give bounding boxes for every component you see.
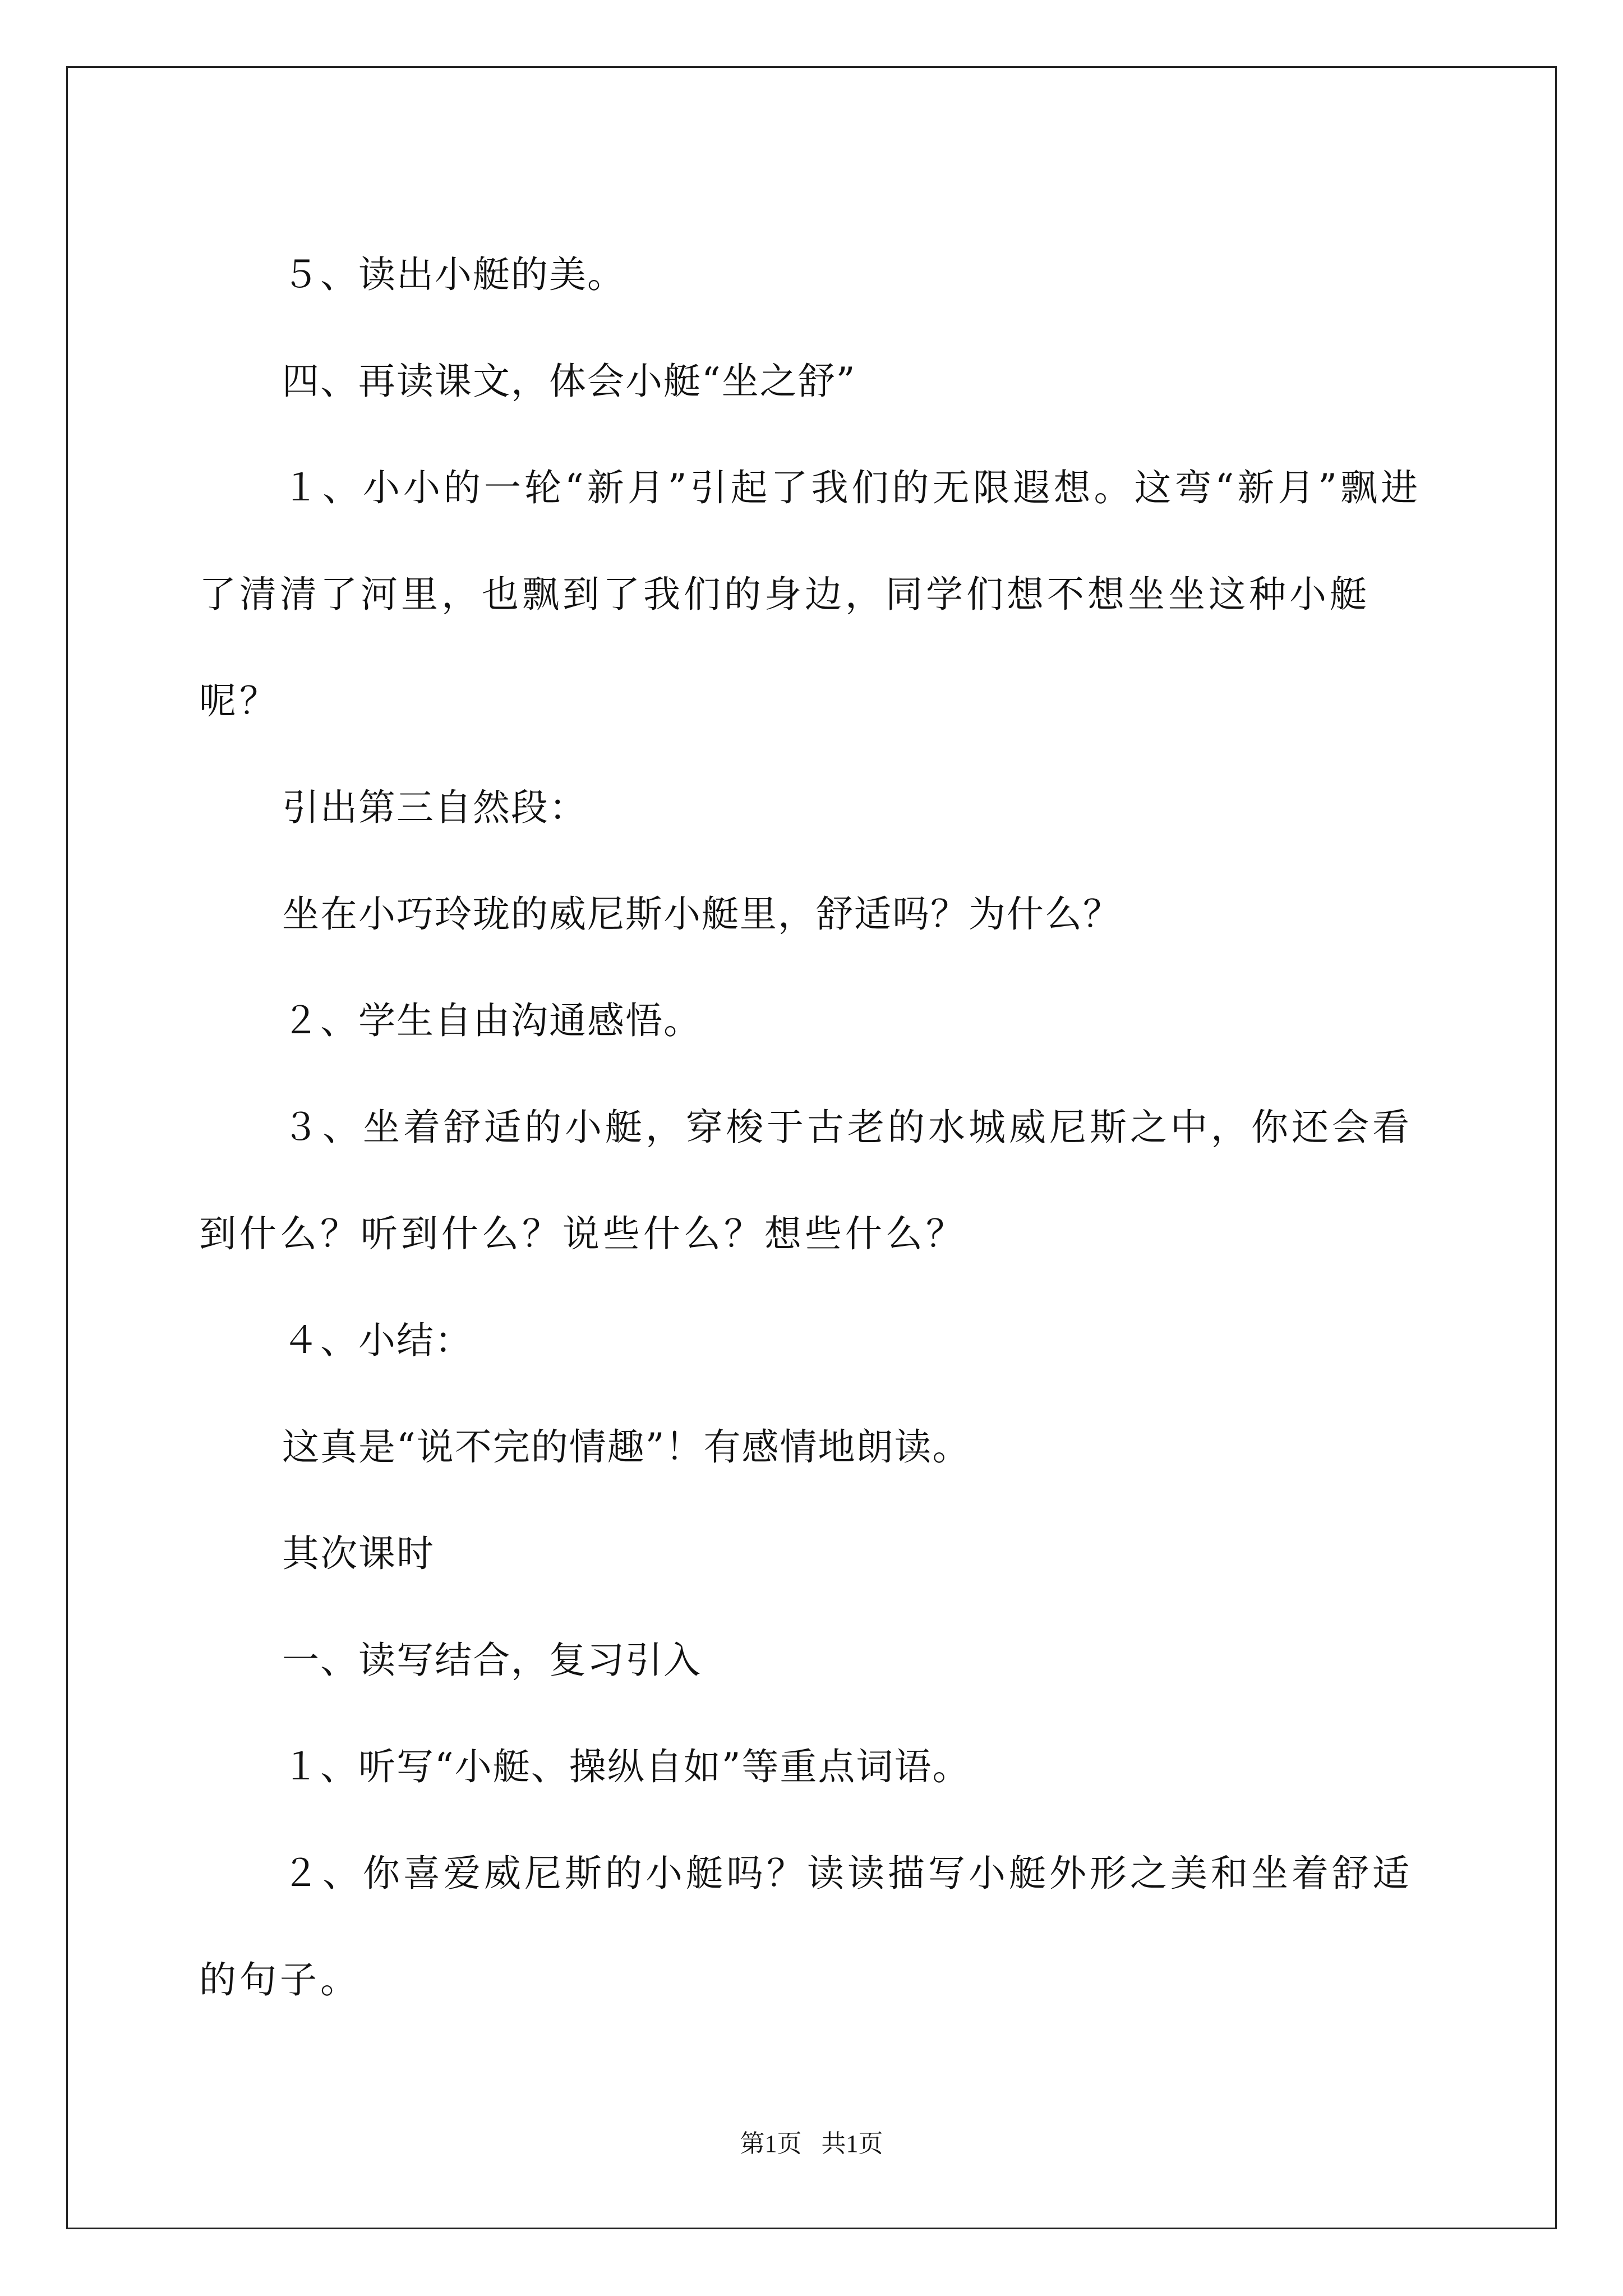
paragraph-5: 坐在小巧玲珑的威尼斯小艇里，舒适吗？为什么？ [282, 892, 1121, 936]
paragraph-2: 四、再读课文，体会小艇“坐之舒” [282, 360, 856, 403]
paragraph-6: ２、学生自由沟通感悟。 [282, 999, 702, 1042]
total-pages-label: 共1页 [821, 2130, 883, 2157]
page-footer [0, 2123, 1623, 2159]
paragraph-3: １、小小的一轮“新月”引起了我们的无限遐想。这弯“新月”飘进了清清了河里，也飘到了我们的身边，同学们想不想坐坐这种小艇呢？ [199, 466, 1421, 723]
paragraph-13: ２、你喜爱威尼斯的小艇吗？读读描写小艇外形之美和坐着舒适的句子。 [199, 1852, 1413, 2001]
document-body [199, 222, 1433, 2033]
paragraph-11: 一、读写结合，复习引入 [282, 1639, 702, 1682]
paragraph-12: １、听写“小艇、操纵自如”等重点词语。 [282, 1745, 971, 1788]
current-page-label: 第1页 [740, 2130, 802, 2157]
paragraph-9: 这真是“说不完的情趣”！有感情地朗读。 [282, 1425, 971, 1469]
paragraph-7: ３、坐着舒适的小艇，穿梭于古老的水城威尼斯之中，你还会看到什么？听到什么？说些什么？想些什么？ [199, 1106, 1413, 1255]
paragraph-10: 其次课时 [282, 1532, 435, 1575]
paragraph-1: ５、读出小艇的美。 [282, 253, 625, 296]
paragraph-4: 引出第三自然段： [282, 786, 587, 829]
paragraph-8: ４、小结： [282, 1319, 473, 1362]
